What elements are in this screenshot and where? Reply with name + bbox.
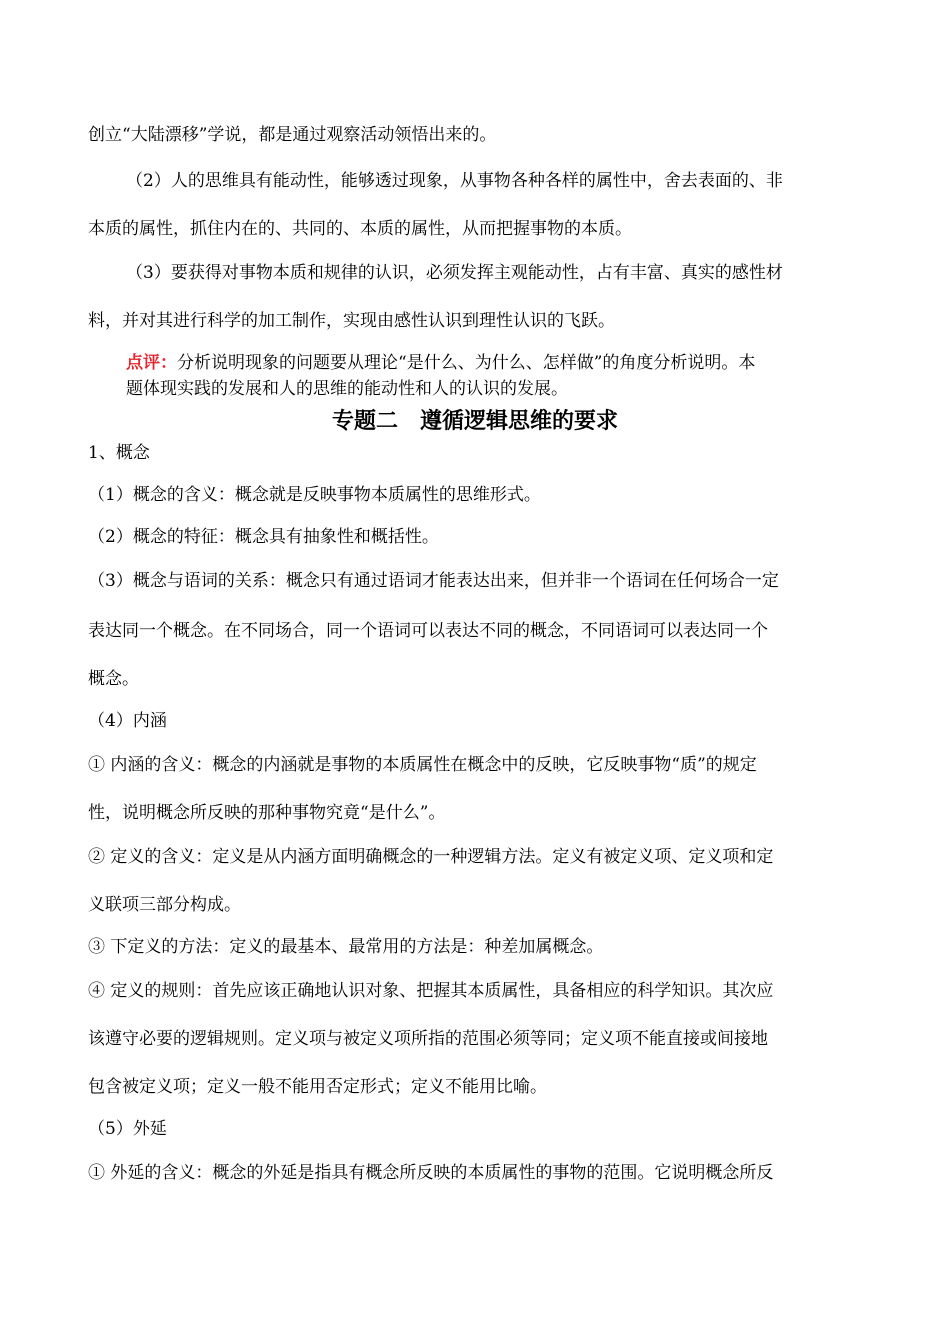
paragraph-line: ① 内涵的含义：概念的内涵就是事物的本质属性在概念中的反映，它反映事物“质”的规定 [88,755,757,775]
paragraph-line: （4）内涵 [88,711,167,731]
comment-text: 分析说明现象的问题要从理论“是什么、为什么、怎样做”的角度分析说明。本 [177,353,756,373]
paragraph-line: 性，说明概念所反映的那种事物究竟“是什么”。 [88,803,446,823]
paragraph-line: （2）概念的特征：概念具有抽象性和概括性。 [88,527,439,547]
paragraph-line: 概念。 [88,669,139,689]
paragraph-line: 创立“大陆漂移”学说，都是通过观察活动领悟出来的。 [88,125,497,145]
paragraph-line: ② 定义的含义：定义是从内涵方面明确概念的一种逻辑方法。定义有被定义项、定义项和定 [88,847,774,867]
paragraph-line: ③ 下定义的方法：定义的最基本、最常用的方法是：种差加属概念。 [88,937,604,957]
paragraph-line: （5）外延 [88,1119,167,1139]
paragraph-line: 该遵守必要的逻辑规则。定义项与被定义项所指的范围必须等同；定义项不能直接或间接地 [88,1029,768,1049]
paragraph-line: （3）概念与语词的关系：概念只有通过语词才能表达出来，但并非一个语词在任何场合一定 [88,571,779,591]
paragraph-line: ① 外延的含义：概念的外延是指具有概念所反映的本质属性的事物的范围。它说明概念所反 [88,1163,774,1183]
paragraph-line: （2）人的思维具有能动性，能够透过现象，从事物各种各样的属性中，舍去表面的、非 [126,171,783,191]
section-title: 专题二 遵循逻辑思维的要求 [331,409,618,434]
paragraph-line: （1）概念的含义：概念就是反映事物本质属性的思维形式。 [88,485,541,505]
paragraph-line: 表达同一个概念。在不同场合，同一个语词可以表达不同的概念，不同语词可以表达同一个 [88,621,768,641]
paragraph-line: 义联项三部分构成。 [88,895,241,915]
comment-line: 题体现实践的发展和人的思维的能动性和人的认识的发展。 [126,379,568,399]
paragraph-line: （3）要获得对事物本质和规律的认识，必须发挥主观能动性，占有丰富、真实的感性材 [126,263,783,283]
paragraph-line: 本质的属性，抓住内在的、共同的、本质的属性，从而把握事物的本质。 [88,219,632,239]
comment-line [126,352,863,374]
paragraph-line: ④ 定义的规则：首先应该正确地认识对象、把握其本质属性，具备相应的科学知识。其次应 [88,981,774,1001]
heading-line: 1、概念 [88,443,150,463]
paragraph-line: 料，并对其进行科学的加工制作，实现由感性认识到理性认识的飞跃。 [88,311,615,331]
comment-label: 点评： [126,353,177,373]
paragraph-line: 包含被定义项；定义一般不能用否定形式；定义不能用比喻。 [88,1077,547,1097]
